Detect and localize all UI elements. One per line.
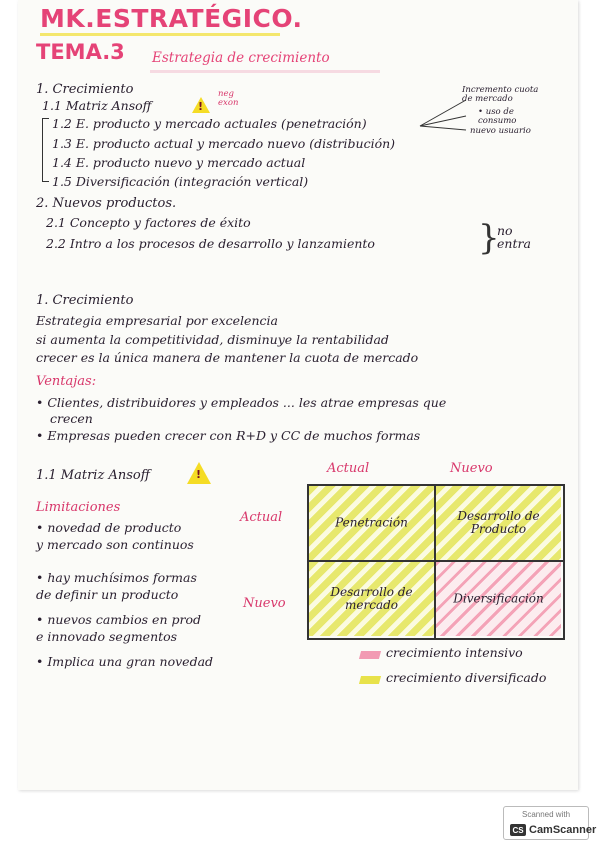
warning-note: neg exon xyxy=(218,89,239,108)
cell-diversificacion: Diversificación xyxy=(436,562,561,636)
index-bracket xyxy=(42,118,49,182)
legend-yellow-label: crecimiento diversificado xyxy=(386,670,547,685)
body-line-3: crecer es la única manera de mantener la cuota de mercado xyxy=(36,350,419,365)
limitacion-3-cont: e innovado segmentos xyxy=(36,629,178,644)
camscanner-logo-icon: CS xyxy=(510,824,526,836)
limitacion-3: • nuevos cambios en prod xyxy=(36,612,201,627)
index-1-1: 1.1 Matriz Ansoff xyxy=(42,98,152,113)
side-note-nuevo-usuario: nuevo usuario xyxy=(470,126,531,136)
side-note-cuota: Incremento cuota de mercado xyxy=(462,85,539,104)
curly-brace: } xyxy=(478,218,500,258)
no-entra-note: no entra xyxy=(497,223,531,251)
legend-yellow-swatch xyxy=(359,676,381,684)
warning-icon: ! xyxy=(192,97,210,113)
index-1-4: 1.4 E. producto nuevo y mercado actual xyxy=(52,155,306,170)
index-section-2: 2. Nuevos productos. xyxy=(36,196,177,211)
legend-pink-swatch xyxy=(359,651,381,659)
index-2-2: 2.2 Intro a los procesos de desarrollo y lanzamiento xyxy=(46,236,375,251)
ventaja-2: • Empresas pueden crecer con R+D y CC de muchos formas xyxy=(36,428,421,443)
unit-title: TEMA.3 xyxy=(36,40,125,64)
section-crecimiento: 1. Crecimiento xyxy=(36,293,134,308)
ventajas-title: Ventajas: xyxy=(36,374,97,389)
index-2-1: 2.1 Concepto y factores de éxito xyxy=(46,215,251,230)
limitaciones-title: Limitaciones xyxy=(36,500,121,515)
cell-penetracion: Penetración xyxy=(309,486,434,560)
cell-desarrollo-producto: Desarrollo de Producto xyxy=(436,486,561,560)
camscanner-watermark: Scanned with CS CamScanner xyxy=(503,806,589,840)
index-1-3: 1.3 E. producto actual y mercado nuevo (distribución) xyxy=(52,136,396,151)
matrix-row-actual: Actual xyxy=(240,510,283,525)
matrix-col-nuevo: Nuevo xyxy=(450,461,493,476)
title-highlight xyxy=(40,33,280,36)
limitacion-1-cont: y mercado son continuos xyxy=(36,537,194,552)
limitacion-4: • Implica una gran novedad xyxy=(36,654,214,669)
index-1-2: 1.2 E. producto y mercado actuales (penetración) xyxy=(52,116,367,131)
subtitle-underline xyxy=(150,70,380,73)
ansoff-warning-icon: ! xyxy=(187,462,211,484)
course-title: MK.ESTRATÉGICO. xyxy=(40,4,303,33)
matrix-divider-vertical xyxy=(434,486,436,638)
ventaja-1: • Clientes, distribuidores y empleados ... les atrae empresas que xyxy=(36,395,447,410)
limitacion-2-cont: de definir un producto xyxy=(36,587,179,602)
body-line-2: si aumenta la competitividad, disminuye la rentabilidad xyxy=(36,332,389,347)
index-1-5: 1.5 Diversificación (integración vertical) xyxy=(52,174,309,189)
body-line-1: Estrategia empresarial por excelencia xyxy=(36,313,278,328)
legend-pink-label: crecimiento intensivo xyxy=(386,645,523,660)
index-section-1: 1. Crecimiento xyxy=(36,82,134,97)
matrix-col-actual: Actual xyxy=(327,461,370,476)
ansoff-matrix xyxy=(307,484,565,640)
matrix-divider-horizontal xyxy=(309,560,563,562)
side-note-consumo: • uso de consumo xyxy=(478,107,517,126)
side-note-arrows xyxy=(418,96,470,136)
unit-subtitle: Estrategia de crecimiento xyxy=(152,50,330,66)
limitacion-2: • hay muchísimos formas xyxy=(36,570,197,585)
ansoff-title: 1.1 Matriz Ansoff xyxy=(36,468,150,483)
limitacion-1: • novedad de producto xyxy=(36,520,182,535)
cell-desarrollo-mercado: Desarrollo de mercado xyxy=(309,562,434,636)
ventaja-1-cont: crecen xyxy=(50,411,93,426)
matrix-row-nuevo: Nuevo xyxy=(243,596,286,611)
